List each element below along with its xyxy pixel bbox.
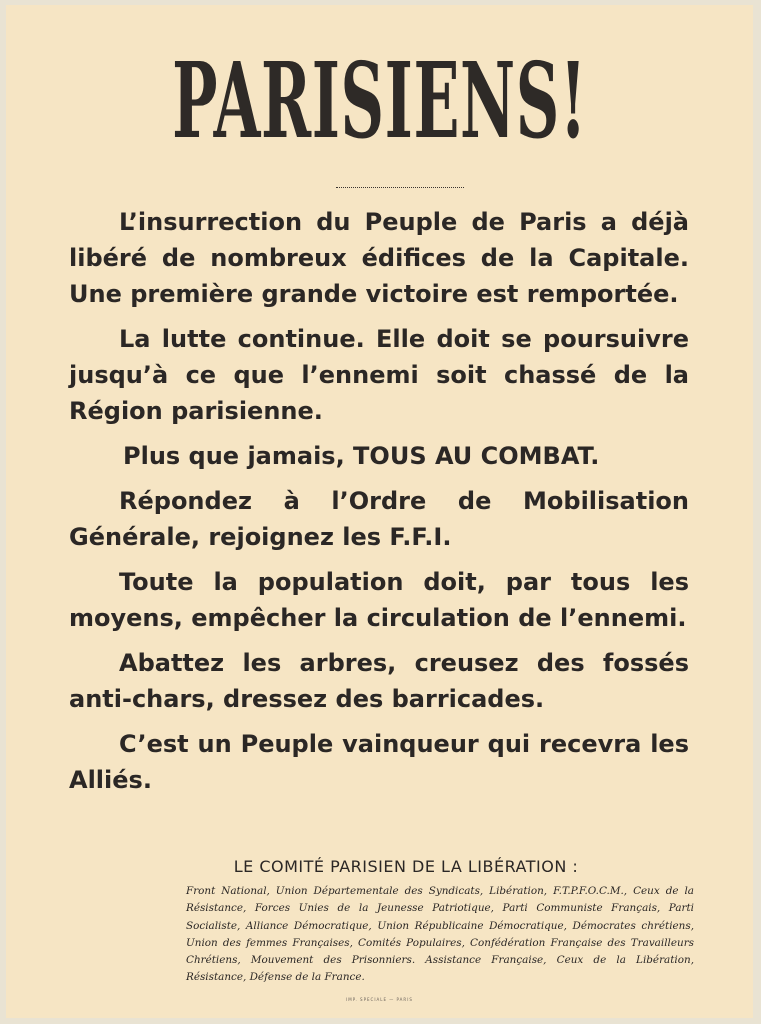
paragraph-population: Toute la population doit, par tous les moyens, empêcher la circulation de l’ennemi.	[69, 568, 689, 632]
proclamation-body	[69, 204, 689, 807]
title-divider	[336, 187, 464, 188]
paragraph-call-to-arms: Plus que jamais, TOUS AU COMBAT.	[123, 442, 600, 470]
committee-heading: LE COMITÉ PARISIEN DE LA LIBÉRATION :	[233, 857, 579, 876]
paragraph-struggle: La lutte continue. Elle doit se poursuivre jusqu’à ce que l’ennemi soit chassé de la Région parisienne.	[69, 325, 689, 425]
printer-imprint: IMP. SPECIALE — PARIS	[346, 997, 413, 1002]
poster-sheet	[6, 5, 753, 1018]
committee-members: Front National, Union Départementale des Syndicats, Libération, F.T.P.F.O.C.M., Ceux de la Résistance, Forces Unies de la Jeunesse Patriotique, Parti Communiste Français, Parti Socialiste, Alliance Démocratique, Union Républicaine Démocratique, Démocrates chrétiens, Union des femmes Françaises, Comités Populaires, Confédération Française des Travailleurs Chrétiens, Mouvement des Prisonniers. Assistance Française, Ceux de la Libération, Résistance, Défense de la France.	[186, 885, 694, 984]
paragraph-mobilisation: Répondez à l’Ordre de Mobilisation Générale, rejoignez les F.F.I.	[69, 487, 689, 551]
paragraph-allies: C’est un Peuple vainqueur qui recevra les Alliés.	[69, 730, 689, 794]
poster-title: PARISIENS!	[172, 39, 587, 162]
paragraph-insurrection: L’insurrection du Peuple de Paris a déjà libéré de nombreux édifices de la Capitale. Une première grande victoire est remportée.	[69, 208, 689, 308]
paragraph-barricades: Abattez les arbres, creusez des fossés anti-chars, dressez des barricades.	[69, 649, 689, 713]
